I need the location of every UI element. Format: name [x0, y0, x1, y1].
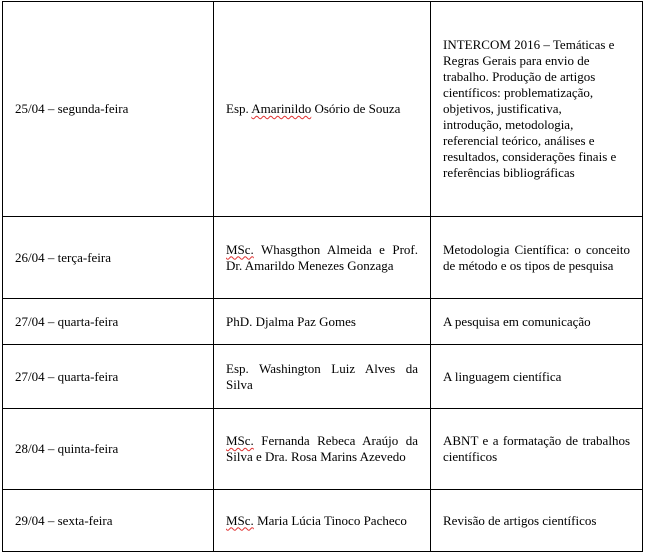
topic-cell: INTERCOM 2016 – Temáticas e Regras Gerais para envio de trabalho. Produção de artigos científicos: problematização, objetivos, justificativa, introdução, metodologia, referencial teórico, análises e resultados, considerações finais e referências bibliográficas: [431, 2, 643, 217]
spellcheck-flagged-word: MSc.: [226, 512, 254, 528]
speaker-cell: [214, 345, 431, 409]
speaker-rest: Whasgthon Almeida e Prof. Dr. Amarildo Menezes Gonzaga: [226, 241, 418, 273]
speaker-rest: Maria Lúcia Tinoco Pacheco: [253, 512, 407, 528]
spellcheck-flagged-word: MSc.: [226, 241, 254, 257]
date-cell: 28/04 – quinta-feira: [3, 409, 214, 490]
topic-cell: ABNT e a formatação de trabalhos científicos: [431, 409, 643, 490]
date-cell: 25/04 – segunda-feira: [3, 2, 214, 217]
spellcheck-flagged-word: Amarinildo: [251, 101, 312, 116]
table-row: [3, 217, 643, 299]
date-cell: 27/04 – quarta-feira: [3, 299, 214, 345]
topic-cell: Revisão de artigos científicos: [431, 490, 643, 552]
date-cell: 26/04 – terça-feira: [3, 217, 214, 299]
schedule-table: [2, 1, 643, 552]
speaker-prefix: PhD. Djalma Paz Gomes: [226, 313, 356, 329]
table-row: [3, 2, 643, 217]
speaker-cell: [214, 409, 431, 490]
date-cell: 27/04 – quarta-feira: [3, 345, 214, 409]
speaker-cell: [214, 299, 431, 345]
speaker-cell: [214, 2, 431, 217]
topic-cell: A linguagem científica: [431, 345, 643, 409]
speaker-prefix: Esp.: [226, 101, 252, 116]
table-row: [3, 409, 643, 490]
speaker-cell: [214, 490, 431, 552]
speaker-prefix: Esp. Washington Luiz Alves da Silva: [226, 360, 418, 392]
table-row: [3, 299, 643, 345]
speaker-rest: Osório de Souza: [311, 101, 401, 116]
date-cell: 29/04 – sexta-feira: [3, 490, 214, 552]
topic-cell: A pesquisa em comunicação: [431, 299, 643, 345]
table-row: [3, 490, 643, 552]
spellcheck-flagged-word: MSc.: [226, 433, 254, 448]
table-row: [3, 345, 643, 409]
speaker-rest: Fernanda Rebeca Araújo da Silva e Dra. Rosa Marins Azevedo: [226, 433, 418, 464]
topic-cell: Metodologia Científica: o conceito de método e os tipos de pesquisa: [431, 217, 643, 299]
speaker-cell: [214, 217, 431, 299]
